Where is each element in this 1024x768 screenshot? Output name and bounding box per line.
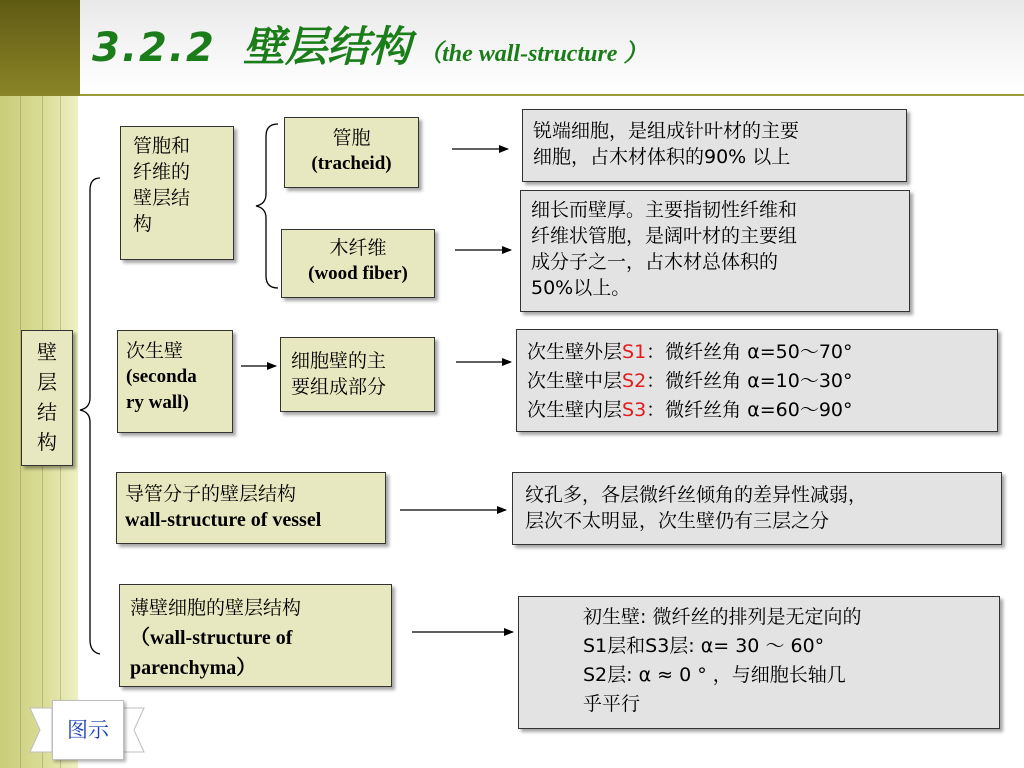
tracheid-en: (tracheid) [311,153,392,174]
parenchyma-desc-line: S2层: α ≈ 0 ° ，与细胞长轴几 [583,664,846,686]
layer-s2-prefix: 次生壁中层 [527,370,623,392]
vessel-cn: 导管分子的壁层结构 [125,483,297,505]
tracheid-desc-box: 锐端细胞，是组成针叶材的主要 细胞，占木材体积的90% 以上 [522,109,907,182]
vessel-desc-box: 纹孔多，各层微纤丝倾角的差异性减弱， 层次不太明显，次生壁仍有三层之分 [512,472,1002,545]
secondary-wall-cn: 次生壁 [126,340,184,362]
parenchyma-desc-line: 初生壁: 微纤丝的排列是无定向的 [583,606,862,628]
layer-s1-prefix: 次生壁外层 [527,341,623,363]
title-cn: 壁层结构 [242,22,411,71]
tracheid-cn: 管胞 [332,127,371,149]
root-box: 壁 层 结 构 [21,330,73,466]
parenchyma-desc-line: S1层和S3层: α= 30 ～ 60° [583,635,825,657]
layer-s1-code: S1 [622,341,647,363]
main-part-box: 细胞壁的主 要组成部分 [280,337,435,412]
parenchyma-desc-line: 乎平行 [583,693,641,715]
vessel-en: wall-structure of vessel [125,509,322,531]
layer-s3-code: S3 [622,399,647,421]
layer-s2-angle: ：微纤丝角 α=10～30° [646,370,853,392]
fiber-en: (wood fiber) [308,263,408,284]
title-number: 3.2.2 [92,25,216,71]
fiber-cn: 木纤维 [329,237,387,259]
layer-s2-code: S2 [622,370,647,392]
title-en: （the wall-structure ） [418,41,648,67]
secondary-wall-en: (seconda ry wall) [126,366,197,413]
parenchyma-en: （wall-structure of parenchyma） [130,627,293,679]
parenchyma-cn: 薄壁细胞的壁层结构 [130,597,302,619]
layer-s3-prefix: 次生壁内层 [527,399,623,421]
fiber-desc-box: 细长而壁厚。主要指韧性纤维和 纤维状管胞，是阔叶材的主要组 成分子之一，占木材总体积的 50%以上。 [520,190,910,312]
diagram-tab-button[interactable]: 图示 [52,700,124,760]
layer-s3-angle: ：微纤丝角 α=60～90° [646,399,853,421]
layer-s1-angle: ：微纤丝角 α=50～70° [646,341,853,363]
tracheid-fiber-group-box: 管胞和 纤维的 壁层结 构 [120,126,234,260]
